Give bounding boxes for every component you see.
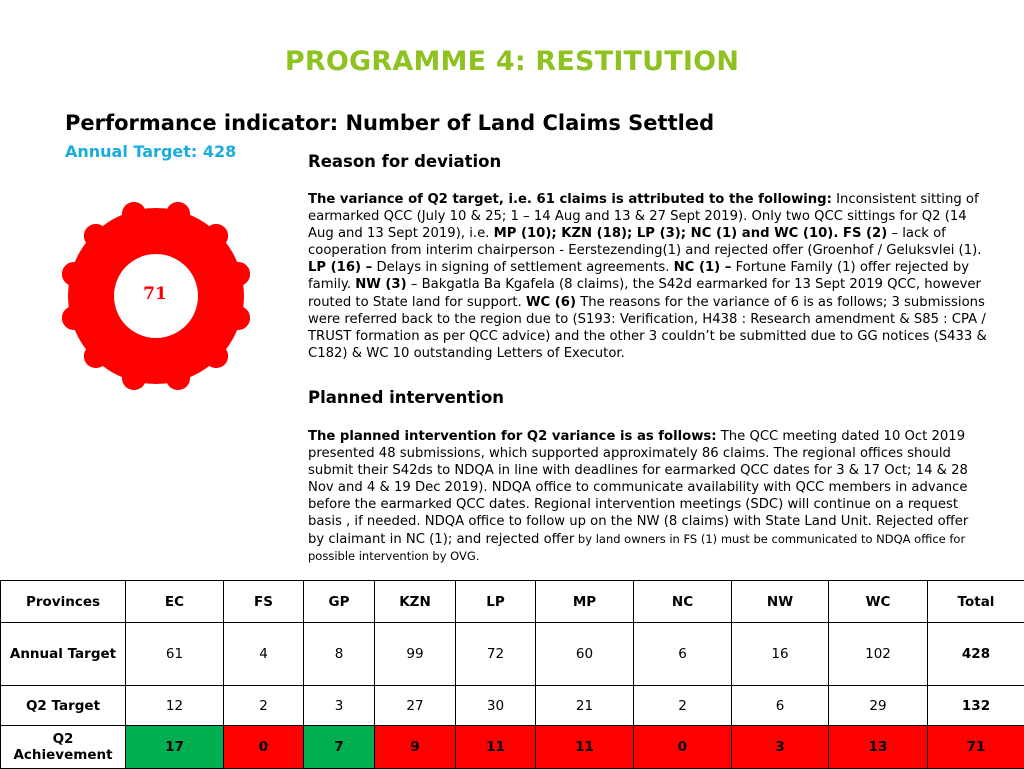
table-cell: 61	[126, 623, 224, 686]
table-header-cell: EC	[126, 581, 224, 623]
table-header-cell: WC	[829, 581, 928, 623]
table-cell: 21	[536, 686, 634, 726]
achievement-cell: 11	[536, 726, 634, 769]
reason-heading: Reason for deviation	[308, 152, 988, 171]
table-row-q2-target	[1, 686, 1024, 726]
table-header-cell: KZN	[375, 581, 456, 623]
table-header-cell: NW	[732, 581, 829, 623]
row-label: Annual Target	[1, 623, 126, 686]
provinces-table	[0, 580, 1024, 769]
table-cell: 3	[304, 686, 375, 726]
intervention-paragraph: The planned intervention for Q2 variance is as follows: The QCC meeting dated 10 Oct 2019 presented 48 submissions, which supported approximately 86 claims. The regional offices should submit their S42ds to NDQA in line with deadlines for earmarked QCC dates for 3 & 17 Oct; 14 & 28 Nov and 4 & 19 Dec 2019). NDQA office to communicate availability with QCC members in advance before the earmarked QCC dates. Regional intervention meetings (SDC) will continue on a request basis , if needed. NDQA office to follow up on the NW (8 claims) with State Land Unit. Rejected offer by claimant in NC (1); and rejected offer by land owners in FS (1) must be communicated to NDQA office for possible intervention by OVG.	[308, 428, 988, 565]
table-header-cell: Total	[928, 581, 1024, 623]
achievement-cell: 0	[634, 726, 732, 769]
achievement-cell: 3	[732, 726, 829, 769]
slide-title: PROGRAMME 4: RESTITUTION	[0, 46, 1024, 77]
table-header-row	[1, 581, 1024, 623]
annual-target: Annual Target: 428	[65, 142, 236, 161]
table-cell: 72	[456, 623, 536, 686]
table-cell: 16	[732, 623, 829, 686]
table-header-cell: NC	[634, 581, 732, 623]
achievement-cell: 0	[224, 726, 304, 769]
table-cell: 2	[224, 686, 304, 726]
table-cell: 29	[829, 686, 928, 726]
intervention-heading: Planned intervention	[308, 388, 988, 407]
achievement-total-cell: 71	[928, 726, 1024, 769]
achievement-cell: 9	[375, 726, 456, 769]
row-label: Q2 Achievement	[1, 726, 126, 769]
table-header-cell: Provinces	[1, 581, 126, 623]
performance-indicator: Performance indicator: Number of Land Claims Settled	[65, 111, 714, 135]
table-cell: 6	[634, 623, 732, 686]
table-total-cell: 132	[928, 686, 1024, 726]
table-cell: 27	[375, 686, 456, 726]
reason-paragraph: The variance of Q2 target, i.e. 61 claims is attributed to the following: Inconsistent sitting of earmarked QCC (July 10 & 25; 1 – 14 Aug and 13 & 27 Sept 2019). Only two QCC sittings for Q2 (14 Aug and 13 Sept 2019), i.e. MP (10); KZN (18); LP (3); NC (1) and WC (10). FS (2) – lack of cooperation from interim chairperson - Eerstezending(1) and rejected offer (Groenhof / Geluksvlei (1). LP (16) – Delays in signing of settlement agreements. NC (1) – Fortune Family (1) offer rejected by family. NW (3) – Bakgatla Ba Kgafela (8 claims), the S42d earmarked for 13 Sept 2019 QCC, however routed to State land for support. WC (6) The reasons for the variance of 6 is as follows; 3 submissions were referred back to the region due to (S193: Verification, H438 : Research amendment & S85 : CPA / TRUST formation as per QCC advice) and the other 3 couldn’t be submitted due to GG notices (S433 & C182) & WC 10 outstanding Letters of Executor.	[308, 191, 988, 362]
achievement-cell: 13	[829, 726, 928, 769]
table-row-annual-target	[1, 623, 1024, 686]
table-cell: 4	[224, 623, 304, 686]
table-cell: 30	[456, 686, 536, 726]
table-header-cell: LP	[456, 581, 536, 623]
gear-value: 71	[130, 284, 180, 304]
table-row-q2-achievement	[1, 726, 1024, 769]
table-header-cell: FS	[224, 581, 304, 623]
table-cell: 12	[126, 686, 224, 726]
table-cell: 2	[634, 686, 732, 726]
achievement-cell: 11	[456, 726, 536, 769]
table-header-cell: GP	[304, 581, 375, 623]
table-header-cell: MP	[536, 581, 634, 623]
table-cell: 102	[829, 623, 928, 686]
row-label: Q2 Target	[1, 686, 126, 726]
table-cell: 60	[536, 623, 634, 686]
achievement-cell: 7	[304, 726, 375, 769]
table-cell: 99	[375, 623, 456, 686]
table-cell: 6	[732, 686, 829, 726]
achievement-cell: 17	[126, 726, 224, 769]
table-cell: 8	[304, 623, 375, 686]
table-total-cell: 428	[928, 623, 1024, 686]
